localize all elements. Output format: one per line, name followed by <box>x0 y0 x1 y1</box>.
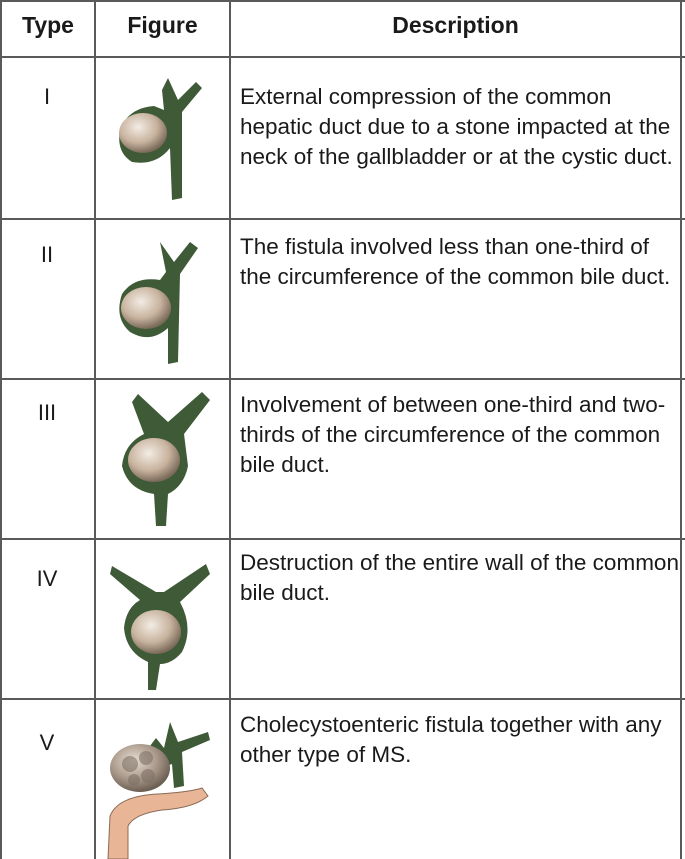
row-type: II <box>40 242 54 267</box>
gallbladder-stone-type-2-icon <box>98 232 228 372</box>
row-divider <box>0 218 685 220</box>
header-type: Type <box>22 12 74 38</box>
row-divider <box>0 378 685 380</box>
header-description: Description <box>392 12 519 38</box>
row-description: Destruction of the entire wall of the common bile duct. <box>240 550 679 605</box>
row-divider <box>0 56 685 58</box>
row-description: The fistula involved less than one-third of the circumference of the common bile duct. <box>240 234 671 289</box>
table-border-right <box>680 0 682 859</box>
row-type: V <box>39 730 55 755</box>
gallbladder-enteric-fistula-icon <box>98 712 228 859</box>
gallbladder-stone-type-3-icon <box>98 386 228 531</box>
row-type: IV <box>36 566 58 591</box>
gallbladder-stone-type-1-icon <box>98 70 228 210</box>
column-divider <box>94 0 96 859</box>
row-divider <box>0 0 685 2</box>
row-divider <box>0 698 685 700</box>
column-divider <box>229 0 231 859</box>
header-figure: Figure <box>127 12 198 38</box>
row-type: III <box>37 400 57 425</box>
gallbladder-stone-type-4-icon <box>98 552 228 697</box>
row-description: External compression of the common hepatic duct due to a stone impacted at the neck of the gallbladder or at the cystic duct. <box>240 84 673 169</box>
row-divider <box>0 538 685 540</box>
row-type: I <box>43 84 51 109</box>
row-description: Cholecystoenteric fistula together with any other type of MS. <box>240 712 662 767</box>
row-description: Involvement of between one-third and two-thirds of the circumference of the common bile duct. <box>240 392 666 477</box>
